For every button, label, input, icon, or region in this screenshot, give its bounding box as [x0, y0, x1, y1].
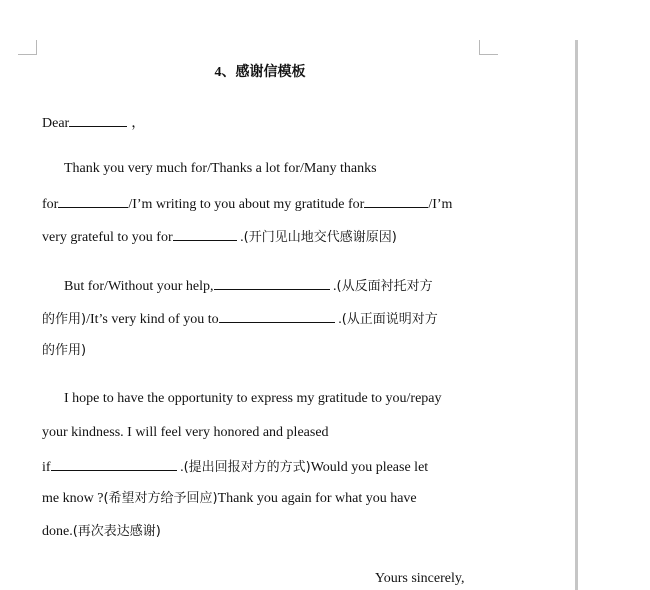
p2-line-1	[64, 276, 433, 296]
margin-corner-top-right	[479, 40, 498, 55]
positive-effect-blank[interactable]	[219, 309, 335, 323]
document-title: 4、感谢信模板	[214, 65, 306, 80]
closing-line: Yours sincerely,	[375, 571, 465, 586]
thanks-reason-blank-2[interactable]	[364, 194, 428, 208]
p2-note-1-end: 的作用)	[42, 312, 87, 327]
p3-note-1: (提出回报对方的方式)	[183, 460, 311, 475]
p2-note-2: (从正面说明对方	[341, 312, 438, 327]
p2-without-help-text: But for/Without your help,	[64, 279, 214, 294]
p2-note-1: (从反面衬托对方	[336, 279, 433, 294]
p1-gratitude-text: /I’m writing to you about my gratitude for	[128, 197, 365, 212]
p3-done: done.	[42, 524, 73, 539]
p2-period-1: .	[329, 279, 337, 294]
p3-period: .	[176, 460, 184, 475]
margin-corner-top-left	[18, 40, 37, 55]
negative-effect-blank[interactable]	[214, 276, 330, 290]
p3-me-know: me know ?	[42, 491, 104, 506]
p1-line-3	[42, 227, 397, 247]
p1-for: for	[42, 197, 59, 212]
p2-line-3: 的作用)	[42, 343, 87, 358]
recipient-blank[interactable]	[69, 113, 127, 127]
p3-if: if	[42, 460, 51, 475]
p1-period: .	[236, 230, 244, 245]
repay-method-blank[interactable]	[51, 457, 177, 471]
p1-grateful-text: very grateful to you for	[42, 230, 173, 245]
p3-note-2: (希望对方给予回应)	[103, 491, 218, 506]
p2-kind-text: /It’s very kind of you to	[86, 312, 219, 327]
page-edge-right	[575, 40, 578, 590]
p3-line-2: your kindness. I will feel very honored and pleased	[42, 425, 329, 440]
p3-line-5	[42, 523, 161, 541]
p3-line-3	[42, 457, 428, 477]
thanks-reason-blank-1[interactable]	[58, 194, 128, 208]
p1-line-2	[42, 194, 452, 214]
p1-im: /I’m	[428, 197, 453, 212]
p3-note-3: (再次表达感谢)	[72, 524, 161, 539]
greeting-dear: Dear	[42, 116, 70, 131]
p3-thank-again-text: Thank you again for what you have	[217, 491, 417, 506]
greeting-line	[42, 113, 145, 133]
p1-note: (开门见山地交代感谢原因)	[243, 230, 397, 245]
greeting-comma: ，	[131, 116, 146, 131]
p3-line-1: I hope to have the opportunity to express my gratitude to you/repay	[64, 391, 442, 406]
thanks-reason-blank-3[interactable]	[173, 227, 237, 241]
p3-line-4	[42, 490, 417, 508]
p3-let-me-know-text: Would you please let	[310, 460, 429, 475]
p2-period-2: .	[334, 312, 342, 327]
p2-line-2	[42, 309, 438, 329]
p1-line-1: Thank you very much for/Thanks a lot for/Many thanks	[64, 161, 377, 176]
